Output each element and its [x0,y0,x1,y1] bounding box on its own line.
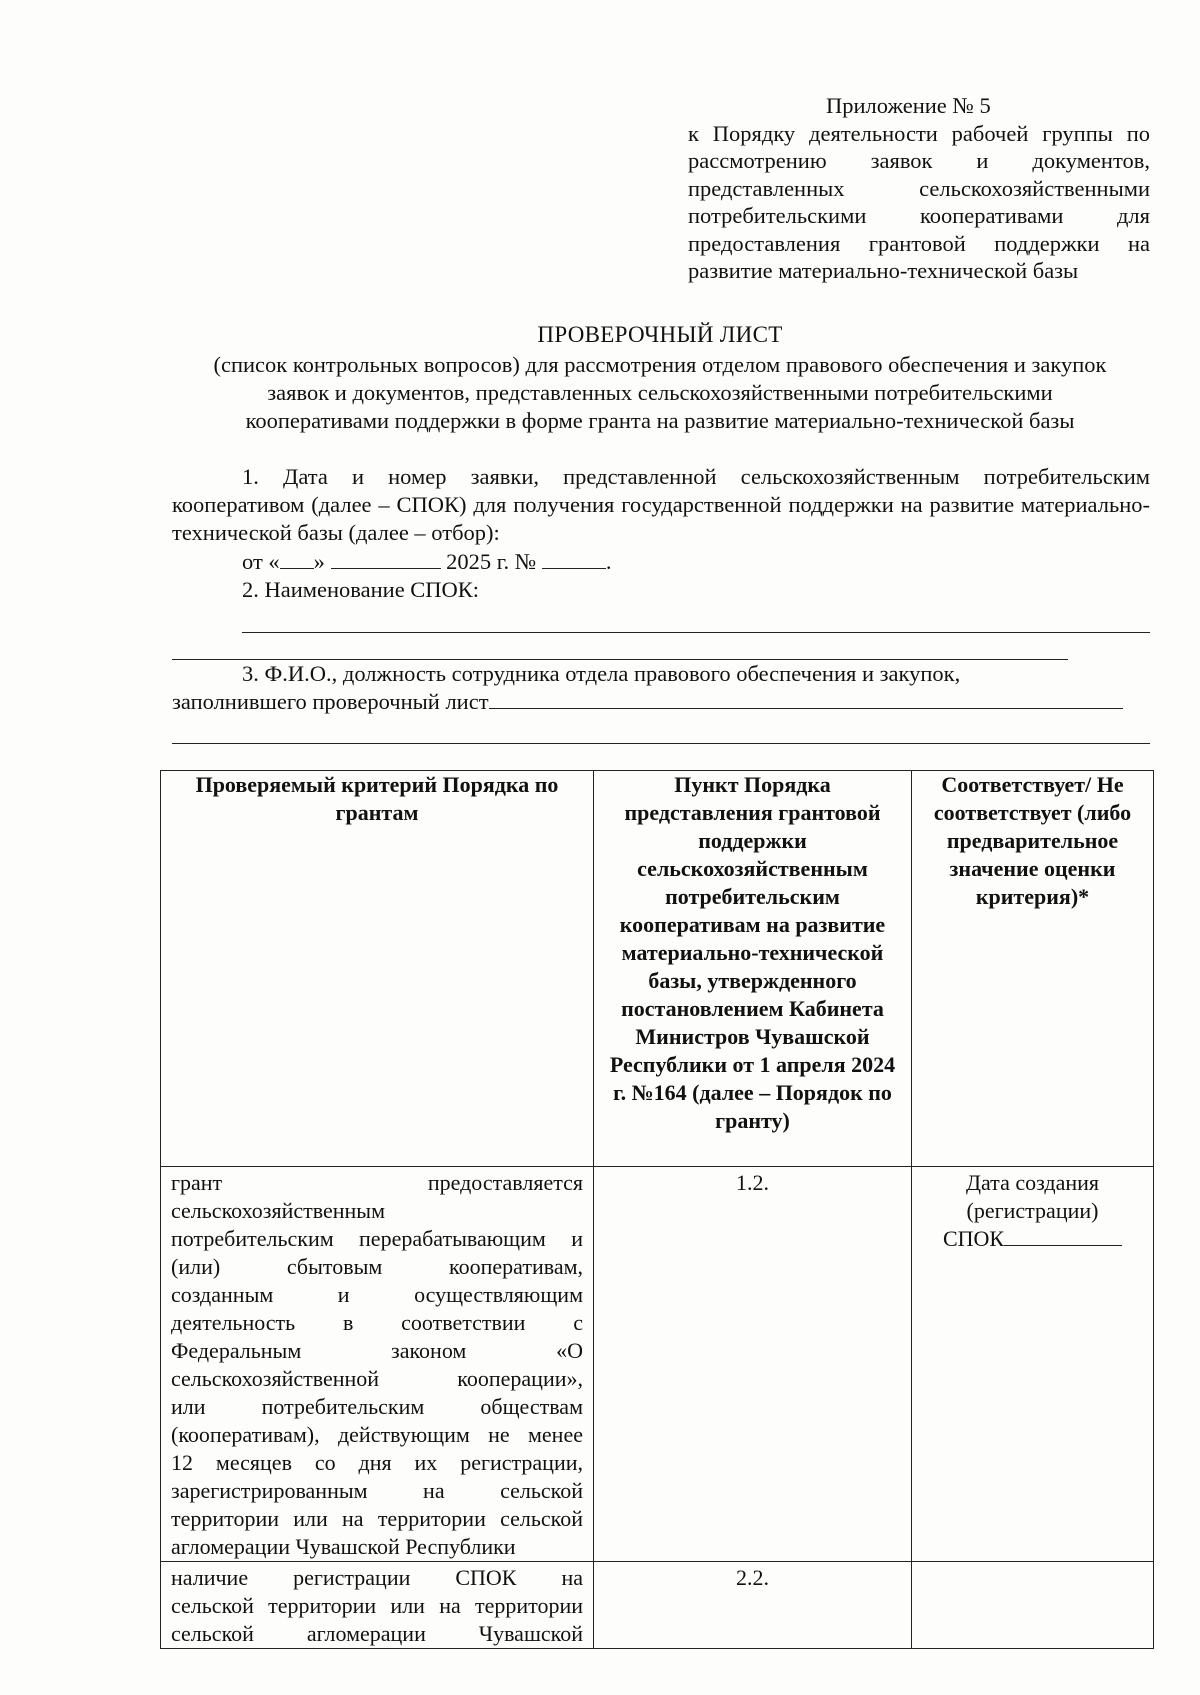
appendix-line: потребительскими кооперативами для [688,203,1150,228]
date-prefix: от « [242,549,280,574]
criterion-line: 12 месяцев со дня их регистрации, [171,1450,583,1475]
criterion-line: территории или на территории сельской [171,1506,583,1531]
criterion-line: сельской агломерации Чувашской [171,1621,583,1646]
criterion-line: Федеральным законом «О [171,1338,583,1363]
result-label: СПОК [942,1226,1005,1251]
date-mid: » [313,549,325,574]
table-header-row [161,771,1154,1167]
table-row [161,1562,1154,1649]
page-subtitle [170,351,1150,435]
appendix-line: представленных сельскохозяйственными [688,175,1150,201]
criterion-line: грант предоставляется [171,1170,583,1195]
appendix-line: к Порядку деятельности рабочей группы по [688,120,1150,146]
criteria-table [160,770,1154,1649]
criterion-line: деятельность в соответствии с [171,1310,583,1335]
subtitle-line: кооперативами поддержки в форме гранта на развитие материально-технической базы [245,408,1075,433]
spok-registration-date-field[interactable] [1004,1225,1122,1246]
criterion-line: или потребительским обществам [171,1394,583,1419]
table-row [161,1167,1154,1562]
criterion-line: агломерации Чувашской Республики [171,1534,516,1559]
application-number-field[interactable] [542,548,606,569]
result-label: Дата создания [965,1170,1100,1195]
item-3-text-line-2 [172,688,1123,716]
page-title: ПРОВЕРОЧНЫЙ ЛИСТ [537,322,783,347]
appendix-line: предоставления грантовой поддержки на [688,230,1150,256]
item-3-text-line-1: 3. Ф.И.О., должность сотрудника отдела правового обеспечения и закупок, [242,661,961,686]
result-cell[interactable] [912,1562,1154,1649]
criterion-line: потребительским перерабатывающим и [171,1226,583,1251]
date-end: . [605,549,612,574]
appendix-title: Приложение № 5 [826,93,991,118]
month-field[interactable] [331,548,441,569]
criterion-line: наличие регистрации СПОК на [171,1565,583,1590]
point-cell: 1.2. [594,1167,912,1562]
item-3-label: заполнившего проверочный лист [172,689,489,714]
item-1-text: 1. Дата и номер заявки, представленной сельскохозяйственным потребительским кооперативом (далее – СПОК) для получения государственной поддержки на развитие материально-технической базы (далее – отбор): [172,464,1150,545]
date-number-line [242,548,611,576]
header-result: Соответствует/ Не соответствует (либо предварительное значение оценки критерия)* [912,771,1154,1167]
spok-name-field-line-1[interactable] [242,632,1150,633]
result-label-with-field [922,1225,1143,1253]
criterion-line: (кооперативам), действующим не менее [171,1422,583,1447]
employee-field-line-2[interactable] [172,743,1150,744]
header-point: Пункт Порядка представления грантовой поддержки сельскохозяйственным потребительским кооперативам на развитие материально-технической базы, утвержденного постановлением Кабинета Министров Чувашской Республики от 1 апреля 2024 г. №164 (далее – Порядок по гранту) [594,771,912,1167]
result-label: (регистрации) [966,1198,1099,1223]
criterion-cell [161,1167,594,1562]
criterion-cell [161,1562,594,1649]
day-field[interactable] [280,548,314,569]
criterion-line: сельскохозяйственным [171,1198,385,1223]
appendix-block [688,92,1150,285]
criterion-line: (или) сбытовым кооперативам, [171,1254,583,1279]
employee-field[interactable] [489,688,1123,709]
date-year: 2025 г. № [446,549,537,574]
point-cell: 2.2. [594,1562,912,1649]
appendix-line: рассмотрению заявок и документов, [688,148,1150,173]
item-2-text: 2. Наименование СПОК: [242,577,480,602]
subtitle-line: заявок и документов, представленных сельскохозяйственными потребительскими [267,380,1053,405]
criterion-line: сельскохозяйственной кооперации», [171,1366,583,1391]
header-criterion: Проверяемый критерий Порядка по грантам [161,771,594,1167]
criterion-line: зарегистрированным на сельской [171,1478,583,1503]
criterion-line: сельской территории или на территории [171,1593,583,1618]
subtitle-line: (список контрольных вопросов) для рассмотрения отделом правового обеспечения и закупок [213,352,1107,377]
appendix-line: развитие материально-технической базы [688,258,1079,283]
result-cell [912,1167,1154,1562]
criterion-line: созданным и осуществляющим [171,1282,583,1307]
